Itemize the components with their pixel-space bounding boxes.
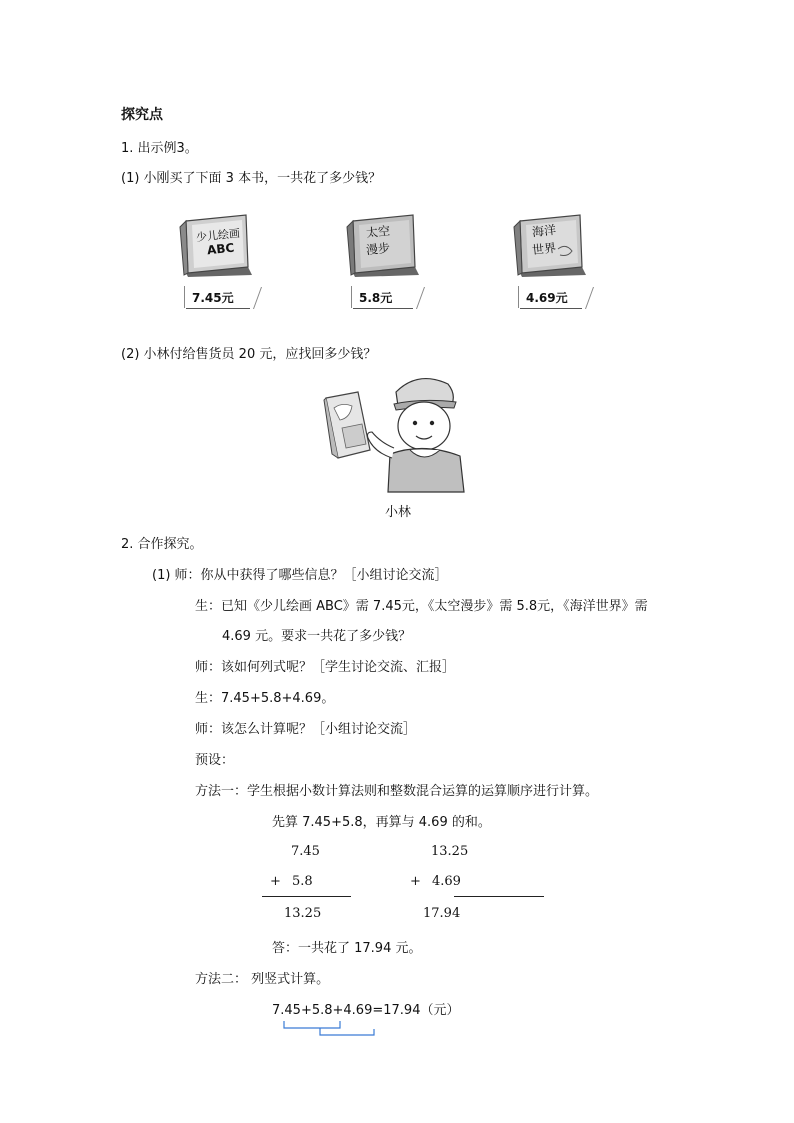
calc1-line xyxy=(262,896,351,897)
answer-line: 答：一共花了 17.94 元。 xyxy=(272,941,422,956)
method-1: 方法一：学生根据小数计算法则和整数混合运算的运算顺序进行计算。 xyxy=(195,784,599,799)
item1-question-2: (2) 小林付给售货员 20 元，应找回多少钱？ xyxy=(121,347,377,362)
book-3-title-line1: 海洋 xyxy=(531,222,557,240)
item1-question-1: (1) 小刚买了下面 3 本书，一共花了多少钱？ xyxy=(121,171,382,186)
xiaolin-caption: 小林 xyxy=(385,505,412,520)
student-line-1: 生：已知《少儿绘画 ABC》需 7.45元，《太空漫步》需 5.8元，《海洋世界》需 xyxy=(195,599,648,614)
book-1-price-tag xyxy=(186,288,250,309)
item1-heading: 1. 出示例3。 xyxy=(121,141,198,156)
book-1-price: 7.45元 xyxy=(192,291,234,305)
boy-with-book-icon xyxy=(322,368,482,493)
calc1-second: 5.8 xyxy=(292,874,313,889)
teacher-line-1: (1) 师：你从中获得了哪些信息？［小组讨论交流］ xyxy=(152,568,448,583)
calc2-plus: + xyxy=(410,874,421,889)
book-2-price: 5.8元 xyxy=(359,291,393,305)
section-title: 探究点 xyxy=(121,107,163,123)
calc1-plus: + xyxy=(270,874,281,889)
student-line-2: 生：7.45+5.8+4.69。 xyxy=(195,691,335,706)
calc1-result: 13.25 xyxy=(284,906,322,921)
calc2-second: 4.69 xyxy=(432,874,461,889)
book-3-title-line2: 世界 xyxy=(531,240,557,258)
teacher-line-2: 师：该如何列式呢？［学生讨论交流、汇报］ xyxy=(195,660,456,675)
teacher-line-3: 师：该怎么计算呢？［小组讨论交流］ xyxy=(195,722,417,737)
student-line-1-cont: 4.69 元。要求一共花了多少钱？ xyxy=(222,629,412,644)
item2-heading: 2. 合作探究。 xyxy=(121,537,203,552)
equation-line: 7.45+5.8+4.69=17.94（元） xyxy=(272,1003,460,1018)
book-1-title-line1: 少儿绘画 xyxy=(195,226,241,245)
calc2-line xyxy=(454,896,544,897)
calc1-top: 7.45 xyxy=(291,844,320,859)
calc2-top: 13.25 xyxy=(431,844,469,859)
method-2: 方法二： 列竖式计算。 xyxy=(195,972,330,987)
method-1-step: 先算 7.45+5.8，再算与 4.69 的和。 xyxy=(272,815,491,830)
book-1-title-line2: ABC xyxy=(206,240,235,258)
xiaolin-illustration xyxy=(322,368,482,493)
book-2-price-tag xyxy=(353,288,413,309)
book-3-price-tag xyxy=(520,288,582,309)
book-2-title-line1: 太空 xyxy=(365,223,391,241)
calc2-result: 17.94 xyxy=(423,906,461,921)
book-2-title-line2: 漫步 xyxy=(365,240,391,258)
preset-label: 预设： xyxy=(195,753,235,768)
book-3-price: 4.69元 xyxy=(526,291,568,305)
step-bracket-icon xyxy=(280,1019,380,1039)
